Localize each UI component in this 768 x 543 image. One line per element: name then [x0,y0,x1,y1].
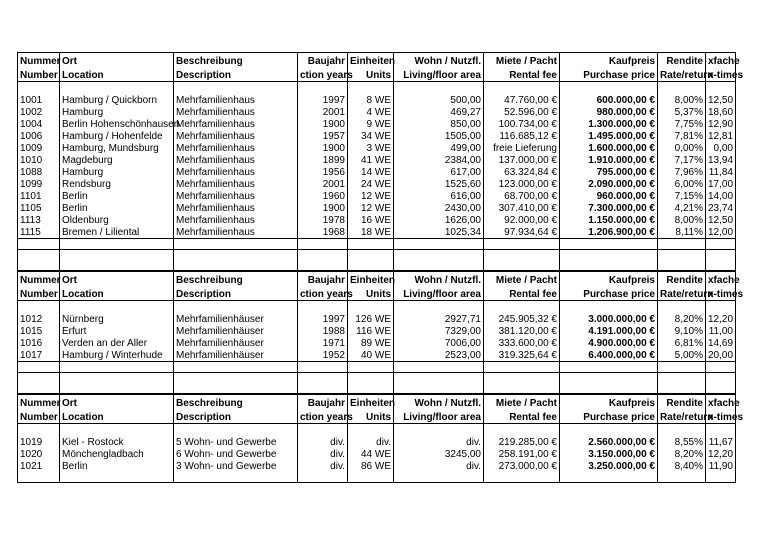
column-header-rate-return: Rendite [658,53,706,68]
cell-rate-return: 8,55% [658,436,706,448]
cell-rate-return: 8,00% [658,94,706,106]
header-row-german [18,395,736,410]
cell-location: Nürnberg [60,313,174,325]
cell-number: 1099 [18,178,60,190]
cell-description: 3 Wohn- und Gewerbe [174,460,298,472]
cell-number: 1004 [18,118,60,130]
cell-units: 86 WE [348,460,394,472]
cell-floor-area: 469,27 [394,106,484,118]
cell-number: 1115 [18,226,60,239]
column-header-purchase-price: Purchase price [560,67,658,82]
cell-x-times: 12,20 [706,448,736,460]
cell-location: Hamburg / Winterhude [60,349,174,362]
property-section-2 [17,271,744,394]
column-header-units: Einheiten [348,395,394,410]
header-row-english [18,67,736,82]
column-header-floor-area: Wohn / Nutzfl. [394,395,484,410]
cell-rental-fee: 137.000,00 € [484,154,560,166]
column-header-x-times: x-times [706,286,736,301]
table-row [18,313,736,325]
cell-purchase-price: 1.206.900,00 € [560,226,658,239]
cell-rental-fee: 258.191,00 € [484,448,560,460]
cell-x-times: 12,81 [706,130,736,142]
column-header-x-times: xfache [706,272,736,287]
column-header-rate-return: Rendite [658,272,706,287]
column-header-purchase-price: Kaufpreis [560,272,658,287]
column-header-purchase-price: Purchase price [560,409,658,424]
table-row [18,142,736,154]
column-header-location: Location [60,286,174,301]
column-header-floor-area: Wohn / Nutzfl. [394,53,484,68]
table-row [18,166,736,178]
property-section-3 [17,394,744,483]
column-header-rental-fee: Rental fee [484,409,560,424]
column-header-number: Number [18,67,60,82]
cell-purchase-price: 3.150.000,00 € [560,448,658,460]
cell-floor-area: 850,00 [394,118,484,130]
cell-construction-year: 1957 [298,130,348,142]
column-header-x-times: x-times [706,409,736,424]
column-header-number: Nummer [18,395,60,410]
cell-units: 116 WE [348,325,394,337]
column-header-rental-fee: Rental fee [484,67,560,82]
cell-rate-return: 8,40% [658,460,706,472]
table-row [18,154,736,166]
header-row-english [18,409,736,424]
column-header-description: Beschreibung [174,395,298,410]
cell-construction-year: 1900 [298,118,348,130]
cell-number: 1101 [18,190,60,202]
cell-purchase-price: 1.495.000,00 € [560,130,658,142]
cell-location: Berlin [60,460,174,472]
cell-number: 1015 [18,325,60,337]
cell-construction-year: 1968 [298,226,348,239]
cell-rate-return: 8,20% [658,448,706,460]
cell-x-times: 12,00 [706,226,736,239]
cell-floor-area: 7006,00 [394,337,484,349]
cell-location: Hamburg, Mundsburg [60,142,174,154]
cell-construction-year: 1997 [298,313,348,325]
cell-description: 6 Wohn- und Gewerbe [174,448,298,460]
cell-floor-area: 7329,00 [394,325,484,337]
table-row [18,202,736,214]
cell-rate-return: 8,20% [658,313,706,325]
column-header-purchase-price: Kaufpreis [560,53,658,68]
cell-construction-year: div. [298,460,348,472]
cell-floor-area: div. [394,436,484,448]
cell-x-times: 13,94 [706,154,736,166]
cell-description: Mehrfamilienhaus [174,130,298,142]
table-row [18,226,736,239]
cell-units: 24 WE [348,178,394,190]
column-header-construction-year: Baujahr [298,395,348,410]
cell-description: Mehrfamilienhäuser [174,313,298,325]
cell-construction-year: 1952 [298,349,348,362]
cell-units: 12 WE [348,190,394,202]
table-row [18,214,736,226]
cell-rental-fee: 307.410,00 € [484,202,560,214]
cell-purchase-price: 960.000,00 € [560,190,658,202]
cell-number: 1012 [18,313,60,325]
table-row [18,436,736,448]
cell-purchase-price: 3.000.000,00 € [560,313,658,325]
column-header-description: Description [174,286,298,301]
cell-location: Berlin [60,202,174,214]
column-header-purchase-price: Purchase price [560,286,658,301]
cell-rental-fee: 100.734,00 € [484,118,560,130]
cell-description: Mehrfamilienhaus [174,178,298,190]
cell-units: 3 WE [348,142,394,154]
cell-purchase-price: 1.600.000,00 € [560,142,658,154]
cell-description: Mehrfamilienhaus [174,214,298,226]
cell-units: 41 WE [348,154,394,166]
cell-units: 12 WE [348,202,394,214]
cell-purchase-price: 1.910.000,00 € [560,154,658,166]
column-header-purchase-price: Kaufpreis [560,395,658,410]
cell-description: Mehrfamilienhaus [174,202,298,214]
cell-units: 18 WE [348,226,394,239]
cell-number: 1009 [18,142,60,154]
cell-rate-return: 9,10% [658,325,706,337]
table-row [18,106,736,118]
cell-construction-year: 2001 [298,178,348,190]
cell-construction-year: div. [298,436,348,448]
cell-floor-area: 1025,34 [394,226,484,239]
cell-floor-area: 1626,00 [394,214,484,226]
cell-floor-area: 2523,00 [394,349,484,362]
table-row [18,130,736,142]
column-header-x-times: x-times [706,67,736,82]
cell-rental-fee: 92.000,00 € [484,214,560,226]
column-header-location: Ort [60,53,174,68]
column-header-description: Beschreibung [174,272,298,287]
header-row-german [18,53,736,68]
column-header-location: Ort [60,272,174,287]
column-header-rate-return: Rate/return [658,286,706,301]
cell-description: Mehrfamilienhaus [174,226,298,239]
cell-number: 1021 [18,460,60,472]
cell-x-times: 23,74 [706,202,736,214]
cell-purchase-price: 2.090.000,00 € [560,178,658,190]
cell-description: Mehrfamilienhaus [174,118,298,130]
cell-rate-return: 4,21% [658,202,706,214]
column-header-construction-year: ction years [298,67,348,82]
column-header-construction-year: Baujahr [298,53,348,68]
cell-rental-fee: 116.685,12 € [484,130,560,142]
cell-rate-return: 7,17% [658,154,706,166]
cell-description: Mehrfamilienhaus [174,94,298,106]
table-row [18,448,736,460]
cell-number: 1002 [18,106,60,118]
cell-rate-return: 5,00% [658,349,706,362]
cell-construction-year: 1900 [298,142,348,154]
cell-number: 1010 [18,154,60,166]
column-header-x-times: xfache [706,395,736,410]
column-header-construction-year: ction years [298,286,348,301]
cell-rental-fee: 52.596,00 € [484,106,560,118]
column-header-location: Location [60,67,174,82]
column-header-floor-area: Living/floor area [394,67,484,82]
cell-description: Mehrfamilienhäuser [174,337,298,349]
cell-floor-area: 2430,00 [394,202,484,214]
table-row [18,118,736,130]
table-row [18,325,736,337]
cell-units: 40 WE [348,349,394,362]
cell-x-times: 12,20 [706,313,736,325]
cell-purchase-price: 600.000,00 € [560,94,658,106]
cell-units: 89 WE [348,337,394,349]
table-row [18,94,736,106]
cell-location: Erfurt [60,325,174,337]
column-header-rental-fee: Miete / Pacht [484,53,560,68]
cell-rate-return: 5,37% [658,106,706,118]
header-row-english [18,286,736,301]
column-header-description: Description [174,409,298,424]
cell-purchase-price: 2.560.000,00 € [560,436,658,448]
column-header-floor-area: Wohn / Nutzfl. [394,272,484,287]
cell-x-times: 11,90 [706,460,736,472]
cell-x-times: 17,00 [706,178,736,190]
cell-purchase-price: 1.300.000,00 € [560,118,658,130]
cell-purchase-price: 7.300.000,00 € [560,202,658,214]
cell-location: Bremen / Liliental [60,226,174,239]
cell-rate-return: 6,00% [658,178,706,190]
cell-floor-area: 500,00 [394,94,484,106]
cell-description: Mehrfamilienhaus [174,106,298,118]
cell-location: Rendsburg [60,178,174,190]
cell-description: Mehrfamilienhaus [174,154,298,166]
column-header-units: Units [348,409,394,424]
cell-units: 4 WE [348,106,394,118]
cell-description: Mehrfamilienhäuser [174,325,298,337]
cell-rate-return: 6,81% [658,337,706,349]
cell-rental-fee: 219.285,00 € [484,436,560,448]
column-header-units: Einheiten [348,53,394,68]
cell-rental-fee: 381.120,00 € [484,325,560,337]
cell-x-times: 12,90 [706,118,736,130]
cell-location: Verden an der Aller [60,337,174,349]
column-header-x-times: xfache [706,53,736,68]
cell-purchase-price: 1.150.000,00 € [560,214,658,226]
property-section-1 [17,52,744,271]
cell-rental-fee: 63.324,84 € [484,166,560,178]
cell-x-times: 12,50 [706,214,736,226]
cell-location: Hamburg [60,166,174,178]
cell-floor-area: div. [394,460,484,472]
cell-x-times: 11,84 [706,166,736,178]
cell-floor-area: 2384,00 [394,154,484,166]
cell-rental-fee: 123.000,00 € [484,178,560,190]
cell-description: Mehrfamilienhaus [174,142,298,154]
cell-rental-fee: 68.700,00 € [484,190,560,202]
column-header-floor-area: Living/floor area [394,286,484,301]
cell-rate-return: 8,00% [658,214,706,226]
cell-construction-year: 2001 [298,106,348,118]
cell-floor-area: 1525,60 [394,178,484,190]
cell-rate-return: 8,11% [658,226,706,239]
cell-purchase-price: 4.191.000,00 € [560,325,658,337]
cell-location: Magdeburg [60,154,174,166]
cell-number: 1017 [18,349,60,362]
cell-construction-year: 1960 [298,190,348,202]
cell-construction-year: 1978 [298,214,348,226]
cell-description: Mehrfamilienhäuser [174,349,298,362]
cell-rental-fee: 245.905,32 € [484,313,560,325]
cell-number: 1016 [18,337,60,349]
cell-x-times: 0,00 [706,142,736,154]
cell-x-times: 11,67 [706,436,736,448]
cell-purchase-price: 4.900.000,00 € [560,337,658,349]
table-row [18,337,736,349]
column-header-location: Ort [60,395,174,410]
cell-x-times: 11,00 [706,325,736,337]
cell-floor-area: 616,00 [394,190,484,202]
cell-floor-area: 3245,00 [394,448,484,460]
cell-location: Hamburg / Hohenfelde [60,130,174,142]
cell-description: Mehrfamilienhaus [174,166,298,178]
cell-construction-year: div. [298,448,348,460]
column-header-number: Number [18,409,60,424]
table-row [18,460,736,472]
cell-rental-fee: freie Lieferung [484,142,560,154]
column-header-units: Units [348,286,394,301]
table-row [18,190,736,202]
cell-x-times: 12,50 [706,94,736,106]
table-row [18,178,736,190]
column-header-construction-year: ction years [298,409,348,424]
cell-number: 1113 [18,214,60,226]
cell-number: 1088 [18,166,60,178]
cell-rental-fee: 273.000,00 € [484,460,560,472]
column-header-rental-fee: Miete / Pacht [484,395,560,410]
column-header-description: Description [174,67,298,82]
cell-x-times: 14,69 [706,337,736,349]
cell-rate-return: 0,00% [658,142,706,154]
cell-x-times: 14,00 [706,190,736,202]
column-header-description: Beschreibung [174,53,298,68]
cell-rate-return: 7,15% [658,190,706,202]
spreadsheet [17,52,744,483]
cell-construction-year: 1900 [298,202,348,214]
cell-purchase-price: 6.400.000,00 € [560,349,658,362]
cell-location: Hamburg / Quickborn [60,94,174,106]
cell-units: 8 WE [348,94,394,106]
cell-location: Berlin Hohenschönhausen [60,118,174,130]
column-header-construction-year: Baujahr [298,272,348,287]
cell-units: 9 WE [348,118,394,130]
cell-rate-return: 7,81% [658,130,706,142]
cell-rate-return: 7,75% [658,118,706,130]
column-header-number: Nummer [18,53,60,68]
column-header-number: Number [18,286,60,301]
cell-rate-return: 7,96% [658,166,706,178]
cell-floor-area: 499,00 [394,142,484,154]
cell-location: Mönchengladbach [60,448,174,460]
table-row [18,349,736,362]
cell-rental-fee: 47.760,00 € [484,94,560,106]
cell-construction-year: 1997 [298,94,348,106]
column-header-number: Nummer [18,272,60,287]
cell-rental-fee: 319.325,64 € [484,349,560,362]
cell-x-times: 20,00 [706,349,736,362]
cell-location: Hamburg [60,106,174,118]
cell-description: Mehrfamilienhaus [174,190,298,202]
cell-location: Kiel - Rostock [60,436,174,448]
cell-units: 34 WE [348,130,394,142]
cell-x-times: 18,60 [706,106,736,118]
cell-number: 1020 [18,448,60,460]
cell-construction-year: 1988 [298,325,348,337]
column-header-units: Units [348,67,394,82]
cell-number: 1019 [18,436,60,448]
header-row-german [18,272,736,287]
column-header-floor-area: Living/floor area [394,409,484,424]
cell-purchase-price: 3.250.000,00 € [560,460,658,472]
cell-construction-year: 1956 [298,166,348,178]
cell-rental-fee: 97.934,64 € [484,226,560,239]
cell-floor-area: 2927,71 [394,313,484,325]
cell-floor-area: 1505,00 [394,130,484,142]
column-header-units: Einheiten [348,272,394,287]
cell-rental-fee: 333.600,00 € [484,337,560,349]
cell-location: Oldenburg [60,214,174,226]
cell-floor-area: 617,00 [394,166,484,178]
column-header-rental-fee: Rental fee [484,286,560,301]
cell-construction-year: 1971 [298,337,348,349]
cell-units: 44 WE [348,448,394,460]
cell-number: 1105 [18,202,60,214]
cell-number: 1001 [18,94,60,106]
cell-units: div. [348,436,394,448]
cell-units: 14 WE [348,166,394,178]
cell-purchase-price: 980.000,00 € [560,106,658,118]
cell-number: 1006 [18,130,60,142]
column-header-rate-return: Rate/return [658,67,706,82]
column-header-rental-fee: Miete / Pacht [484,272,560,287]
cell-construction-year: 1899 [298,154,348,166]
cell-location: Berlin [60,190,174,202]
column-header-location: Location [60,409,174,424]
cell-purchase-price: 795.000,00 € [560,166,658,178]
cell-units: 16 WE [348,214,394,226]
column-header-rate-return: Rendite [658,395,706,410]
cell-description: 5 Wohn- und Gewerbe [174,436,298,448]
cell-units: 126 WE [348,313,394,325]
column-header-rate-return: Rate/return [658,409,706,424]
